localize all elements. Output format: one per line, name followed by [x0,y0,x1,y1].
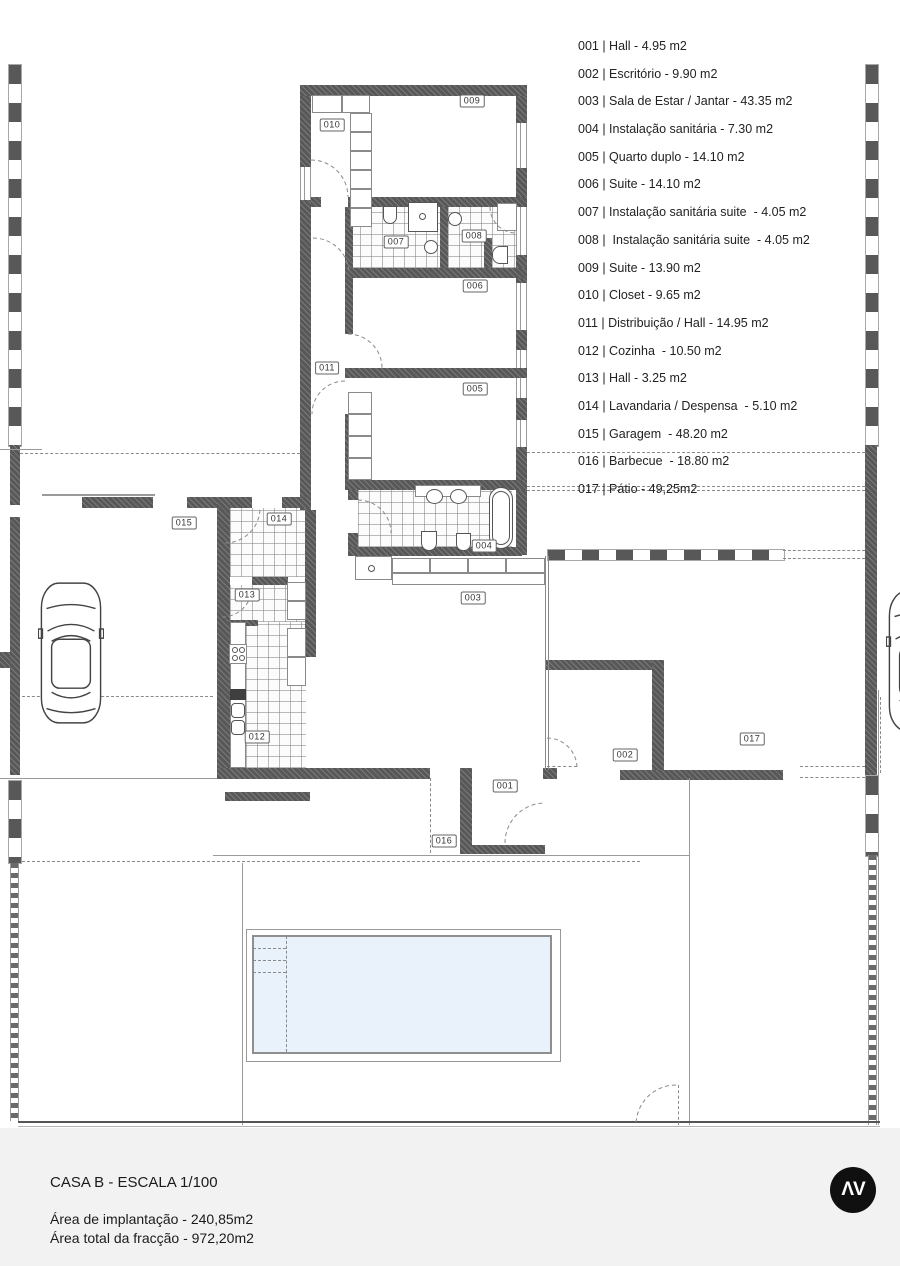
stove-icon [229,644,247,664]
room-label-005: 005 [463,383,488,396]
glass-wall [545,556,549,770]
wall [217,497,230,775]
room-label-017: 017 [740,733,765,746]
wardrobe [348,436,372,458]
kitchen-faucet [230,689,246,700]
pool-water [252,935,552,1054]
legend-item: 015 | Garagem - 48.20 m2 [578,426,728,441]
neighbour-wall-left [8,64,22,447]
window [516,420,527,447]
wall [348,490,358,500]
dashed-line [800,777,865,778]
wall [300,200,311,510]
room-label-006: 006 [463,280,488,293]
room-label-001: 001 [493,780,518,793]
pool-steps-line [286,936,287,1052]
sink-icon [426,489,443,504]
wardrobe [350,113,372,132]
burner-icon [239,655,245,661]
wall [300,96,311,167]
wall [10,445,20,505]
site-line [213,855,690,856]
room-legend [578,33,810,504]
wardrobe [348,458,372,480]
legend-item: 001 | Hall - 4.95 m2 [578,39,687,53]
wall [282,497,311,508]
wall [545,660,664,670]
legend-item: 014 | Lavandaria / Despensa - 5.10 m2 [578,398,798,413]
wall [652,660,664,780]
legend-item: 005 | Quarto duplo - 14.10 m2 [578,149,745,164]
wall [516,447,527,555]
room-label-015: 015 [172,517,197,530]
dashed-line [20,453,300,454]
wardrobe [342,95,370,113]
dashed-line [783,550,865,551]
legend-item: 008 | Instalação sanitária suite - 4.05 m2 [578,232,810,247]
room-label-010: 010 [320,119,345,132]
patio-north-wall [547,549,785,561]
site-boundary [18,1121,880,1123]
car-icon [38,578,104,728]
shower-drain [419,213,426,220]
pool-step [253,960,286,961]
sideboard [506,558,545,573]
wall [0,652,10,668]
legend-item: 012 | Cozinha - 10.50 m2 [578,343,722,358]
wardrobe [350,170,372,189]
wall [345,268,527,278]
wall [345,368,527,378]
room-label-013: 013 [235,589,260,602]
wall [516,398,527,420]
bidet-icon [456,533,471,551]
wall-barbecue-counter [225,792,310,801]
wall [440,207,448,273]
legend-item: 011 | Distribuição / Hall - 14.95 m2 [578,315,769,330]
kitchen-sink [231,720,245,735]
wall [311,197,321,207]
wall [620,770,783,780]
cabinet [287,628,306,657]
legend-item: 016 | Barbecue - 18.80 m2 [578,454,730,469]
wall [217,768,430,779]
wardrobe [350,132,372,151]
wardrobe [348,392,372,414]
neighbour-wall-right [865,64,879,447]
drawing-title: CASA B - ESCALA 1/100 [50,1174,218,1191]
room-label-012: 012 [245,731,270,744]
wardrobe [350,151,372,170]
sideboard-shelf [392,573,545,585]
legend-item: 017 | Pátio - 49,25m2 [578,482,698,496]
dashed-line [547,766,577,767]
site-line [689,778,690,1125]
sideboard [430,558,468,573]
kitchen-sink [231,703,245,718]
site-line [878,690,879,1125]
dashed-line [800,766,865,767]
site-line [0,778,217,779]
site-line [242,863,243,1125]
legend-item: 007 | Instalação sanitária suite - 4.05 m2 [578,205,807,220]
legend-item: 009 | Suite - 13.90 m2 [578,260,701,275]
wall [348,533,358,547]
wardrobe [348,414,372,436]
wall [345,278,353,334]
neighbour-wall-left-lower [8,780,22,864]
wardrobe [350,189,372,208]
site-boundary-2 [18,1126,880,1127]
room-label-007: 007 [384,236,409,249]
wardrobe [350,208,372,227]
wall [865,445,877,775]
cabinet [287,601,306,620]
wall [472,845,545,854]
wall [10,517,20,775]
cabinet [287,582,306,601]
wall-line [42,494,155,496]
room-label-014: 014 [267,513,292,526]
toilet-icon [383,206,397,224]
toilet-icon [421,531,437,551]
dashed-line [783,558,865,559]
wall [252,577,288,585]
sideboard [392,558,430,573]
wall [460,768,472,854]
wall [516,168,527,198]
room-label-009: 009 [460,95,485,108]
room-label-002: 002 [613,749,638,762]
legend-item: 004 | Instalação sanitária - 7.30 m2 [578,122,774,137]
burner-icon [232,655,238,661]
burner-icon [232,647,238,653]
dashed-line [678,1085,679,1125]
legend-item: 003 | Sala de Estar / Jantar - 43.35 m2 [578,94,793,109]
shower-icon [497,203,517,231]
wall [82,497,153,508]
av-logo: ΛV [830,1167,876,1213]
sideboard [468,558,506,573]
burner-icon [239,647,245,653]
room-label-011: 011 [315,362,339,375]
wall [516,330,527,350]
sink-icon [424,240,438,254]
sink-icon [450,489,467,504]
pool-step [253,948,286,949]
room-label-008: 008 [462,230,487,243]
fence-right [868,855,877,1125]
sink-icon [448,212,462,226]
window [300,167,311,200]
fireplace-flue [368,565,375,572]
legend-item: 013 | Hall - 3.25 m2 [578,371,687,386]
dashed-line [880,697,881,773]
legend-item: 010 | Closet - 9.65 m2 [578,288,701,303]
site-line [0,449,42,450]
total-area-text: Área total da fracção - 972,20m2 [50,1230,254,1246]
neighbour-car-icon [886,586,900,736]
vanity-counter [415,485,481,497]
room-label-003: 003 [461,592,486,605]
toilet-icon [492,246,508,264]
fence-left [10,863,19,1121]
wall [305,510,316,657]
room-label-016: 016 [432,835,457,848]
pool-step [253,972,286,973]
window [516,123,527,168]
bathtub-inner [492,491,510,545]
window [516,283,527,330]
legend-item: 006 | Suite - 14.10 m2 [578,177,701,192]
room-label-004: 004 [472,540,497,553]
dashed-line [22,861,640,862]
legend-item: 002 | Escritório - 9.90 m2 [578,66,718,81]
neighbour-wall-right-lower [865,775,879,857]
wall [516,96,527,123]
wardrobe [312,95,342,113]
implantation-area-text: Área de implantação - 240,85m2 [50,1211,254,1227]
cabinet [287,657,306,686]
